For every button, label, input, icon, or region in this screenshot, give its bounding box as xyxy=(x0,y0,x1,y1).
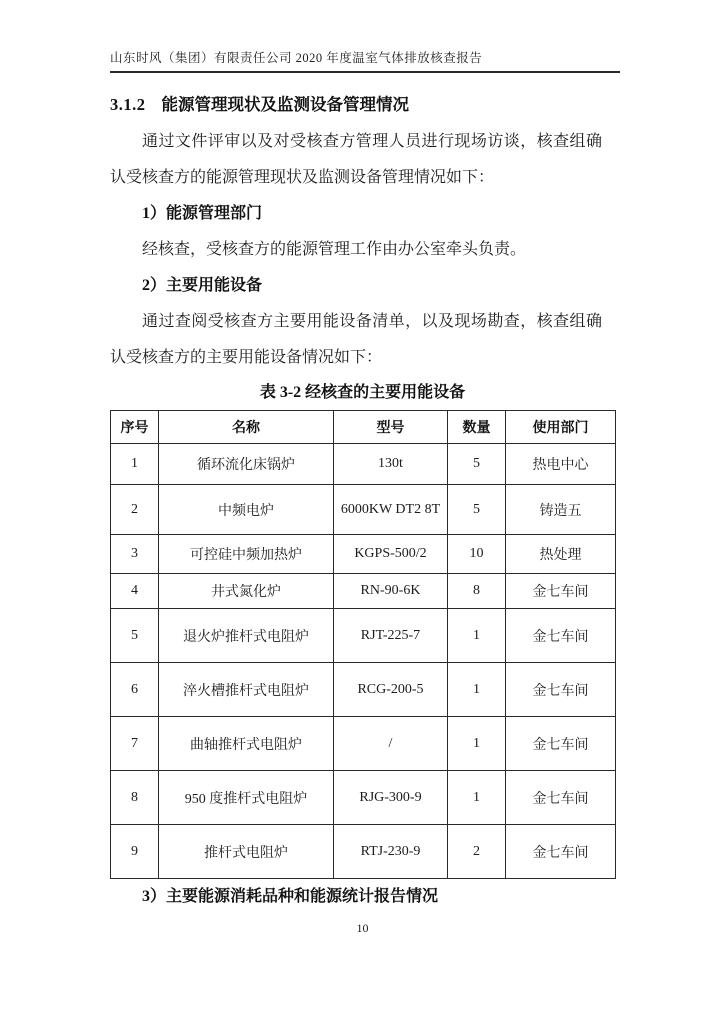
section-heading xyxy=(110,86,622,124)
page-number: 10 xyxy=(356,921,369,935)
table-cell: KGPS-500/2 xyxy=(334,535,448,574)
table-cell: 热处理 xyxy=(506,535,616,574)
table-cell: 金七车间 xyxy=(506,663,616,717)
table-cell: 6000KW DT2 8T xyxy=(334,485,448,535)
table-cell: 2 xyxy=(111,485,159,535)
table-row xyxy=(111,609,616,663)
table-cell: RN-90-6K xyxy=(334,574,448,609)
table-header-cell: 名称 xyxy=(159,411,334,444)
paragraph-main-equipment-intro: 通过查阅受核查方主要用能设备清单，以及现场勘查，核查组确认受核查方的主要用能设备情况如下： xyxy=(110,313,602,366)
table-cell: 可控硅中频加热炉 xyxy=(159,535,334,574)
table-cell: 金七车间 xyxy=(506,574,616,609)
page-header xyxy=(110,48,620,73)
table-cell: 4 xyxy=(111,574,159,609)
running-header: 山东时风（集团）有限责任公司 2020 年度温室气体排放核查报告 xyxy=(110,51,483,65)
table-cell: 7 xyxy=(111,717,159,771)
table-cell: 井式氮化炉 xyxy=(159,574,334,609)
table-row xyxy=(111,485,616,535)
table-cell: 10 xyxy=(448,535,506,574)
table-cell: 1 xyxy=(448,609,506,663)
table-cell: 5 xyxy=(111,609,159,663)
subheading-energy-consumption: 3）主要能源消耗品种和能源统计报告情况 xyxy=(142,888,439,905)
table-caption: 表 3-2 经核查的主要用能设备 xyxy=(259,384,466,401)
table-cell: 退火炉推杆式电阻炉 xyxy=(159,609,334,663)
table-cell: 推杆式电阻炉 xyxy=(159,825,334,879)
table-row xyxy=(111,771,616,825)
table-header-cell: 序号 xyxy=(111,411,159,444)
table-cell: RJG-300-9 xyxy=(334,771,448,825)
table-header-row xyxy=(111,411,616,444)
subheading-main-equipment: 2）主要用能设备 xyxy=(142,277,263,294)
table-cell: 热电中心 xyxy=(506,444,616,485)
table-row xyxy=(111,444,616,485)
table-cell: 1 xyxy=(448,663,506,717)
table-cell: 曲轴推杆式电阻炉 xyxy=(159,717,334,771)
device-table-head xyxy=(111,411,616,444)
table-row xyxy=(111,663,616,717)
table-row xyxy=(111,717,616,771)
table-row xyxy=(111,574,616,609)
table-cell: 9 xyxy=(111,825,159,879)
table-cell: 金七车间 xyxy=(506,771,616,825)
table-cell: 2 xyxy=(448,825,506,879)
table-cell: 1 xyxy=(111,444,159,485)
table-header-cell: 使用部门 xyxy=(506,411,616,444)
table-cell: 8 xyxy=(111,771,159,825)
table-cell: RJT-225-7 xyxy=(334,609,448,663)
device-table-body xyxy=(111,444,616,879)
table-cell: 5 xyxy=(448,444,506,485)
table-cell: / xyxy=(334,717,448,771)
table-cell: 金七车间 xyxy=(506,825,616,879)
table-cell: 淬火槽推杆式电阻炉 xyxy=(159,663,334,717)
table-cell: RCG-200-5 xyxy=(334,663,448,717)
table-cell: RTJ-230-9 xyxy=(334,825,448,879)
table-cell: 130t xyxy=(334,444,448,485)
table-cell: 1 xyxy=(448,771,506,825)
table-cell: 8 xyxy=(448,574,506,609)
table-cell: 950 度推杆式电阻炉 xyxy=(159,771,334,825)
table-header-cell: 数量 xyxy=(448,411,506,444)
subheading-energy-department: 1）能源管理部门 xyxy=(142,205,263,222)
section-title: 能源管理现状及监测设备管理情况 xyxy=(161,95,409,114)
table-cell: 1 xyxy=(448,717,506,771)
paragraph-energy-management-intro: 通过文件评审以及对受核查方管理人员进行现场访谈，核查组确认受核查方的能源管理现状及监测设备管理情况如下： xyxy=(110,133,602,186)
table-row xyxy=(111,825,616,879)
table-cell: 铸造五 xyxy=(506,485,616,535)
section-number: 3.1.2 xyxy=(110,95,146,114)
table-cell: 3 xyxy=(111,535,159,574)
table-cell: 5 xyxy=(448,485,506,535)
table-cell: 6 xyxy=(111,663,159,717)
page-body xyxy=(110,86,622,939)
table-cell: 循环流化床锅炉 xyxy=(159,444,334,485)
table-row xyxy=(111,535,616,574)
table-header-cell: 型号 xyxy=(334,411,448,444)
table-cell: 金七车间 xyxy=(506,609,616,663)
table-cell: 金七车间 xyxy=(506,717,616,771)
table-cell: 中频电炉 xyxy=(159,485,334,535)
paragraph-energy-department: 经核查，受核查方的能源管理工作由办公室牵头负责。 xyxy=(142,241,527,258)
device-table xyxy=(110,410,616,879)
